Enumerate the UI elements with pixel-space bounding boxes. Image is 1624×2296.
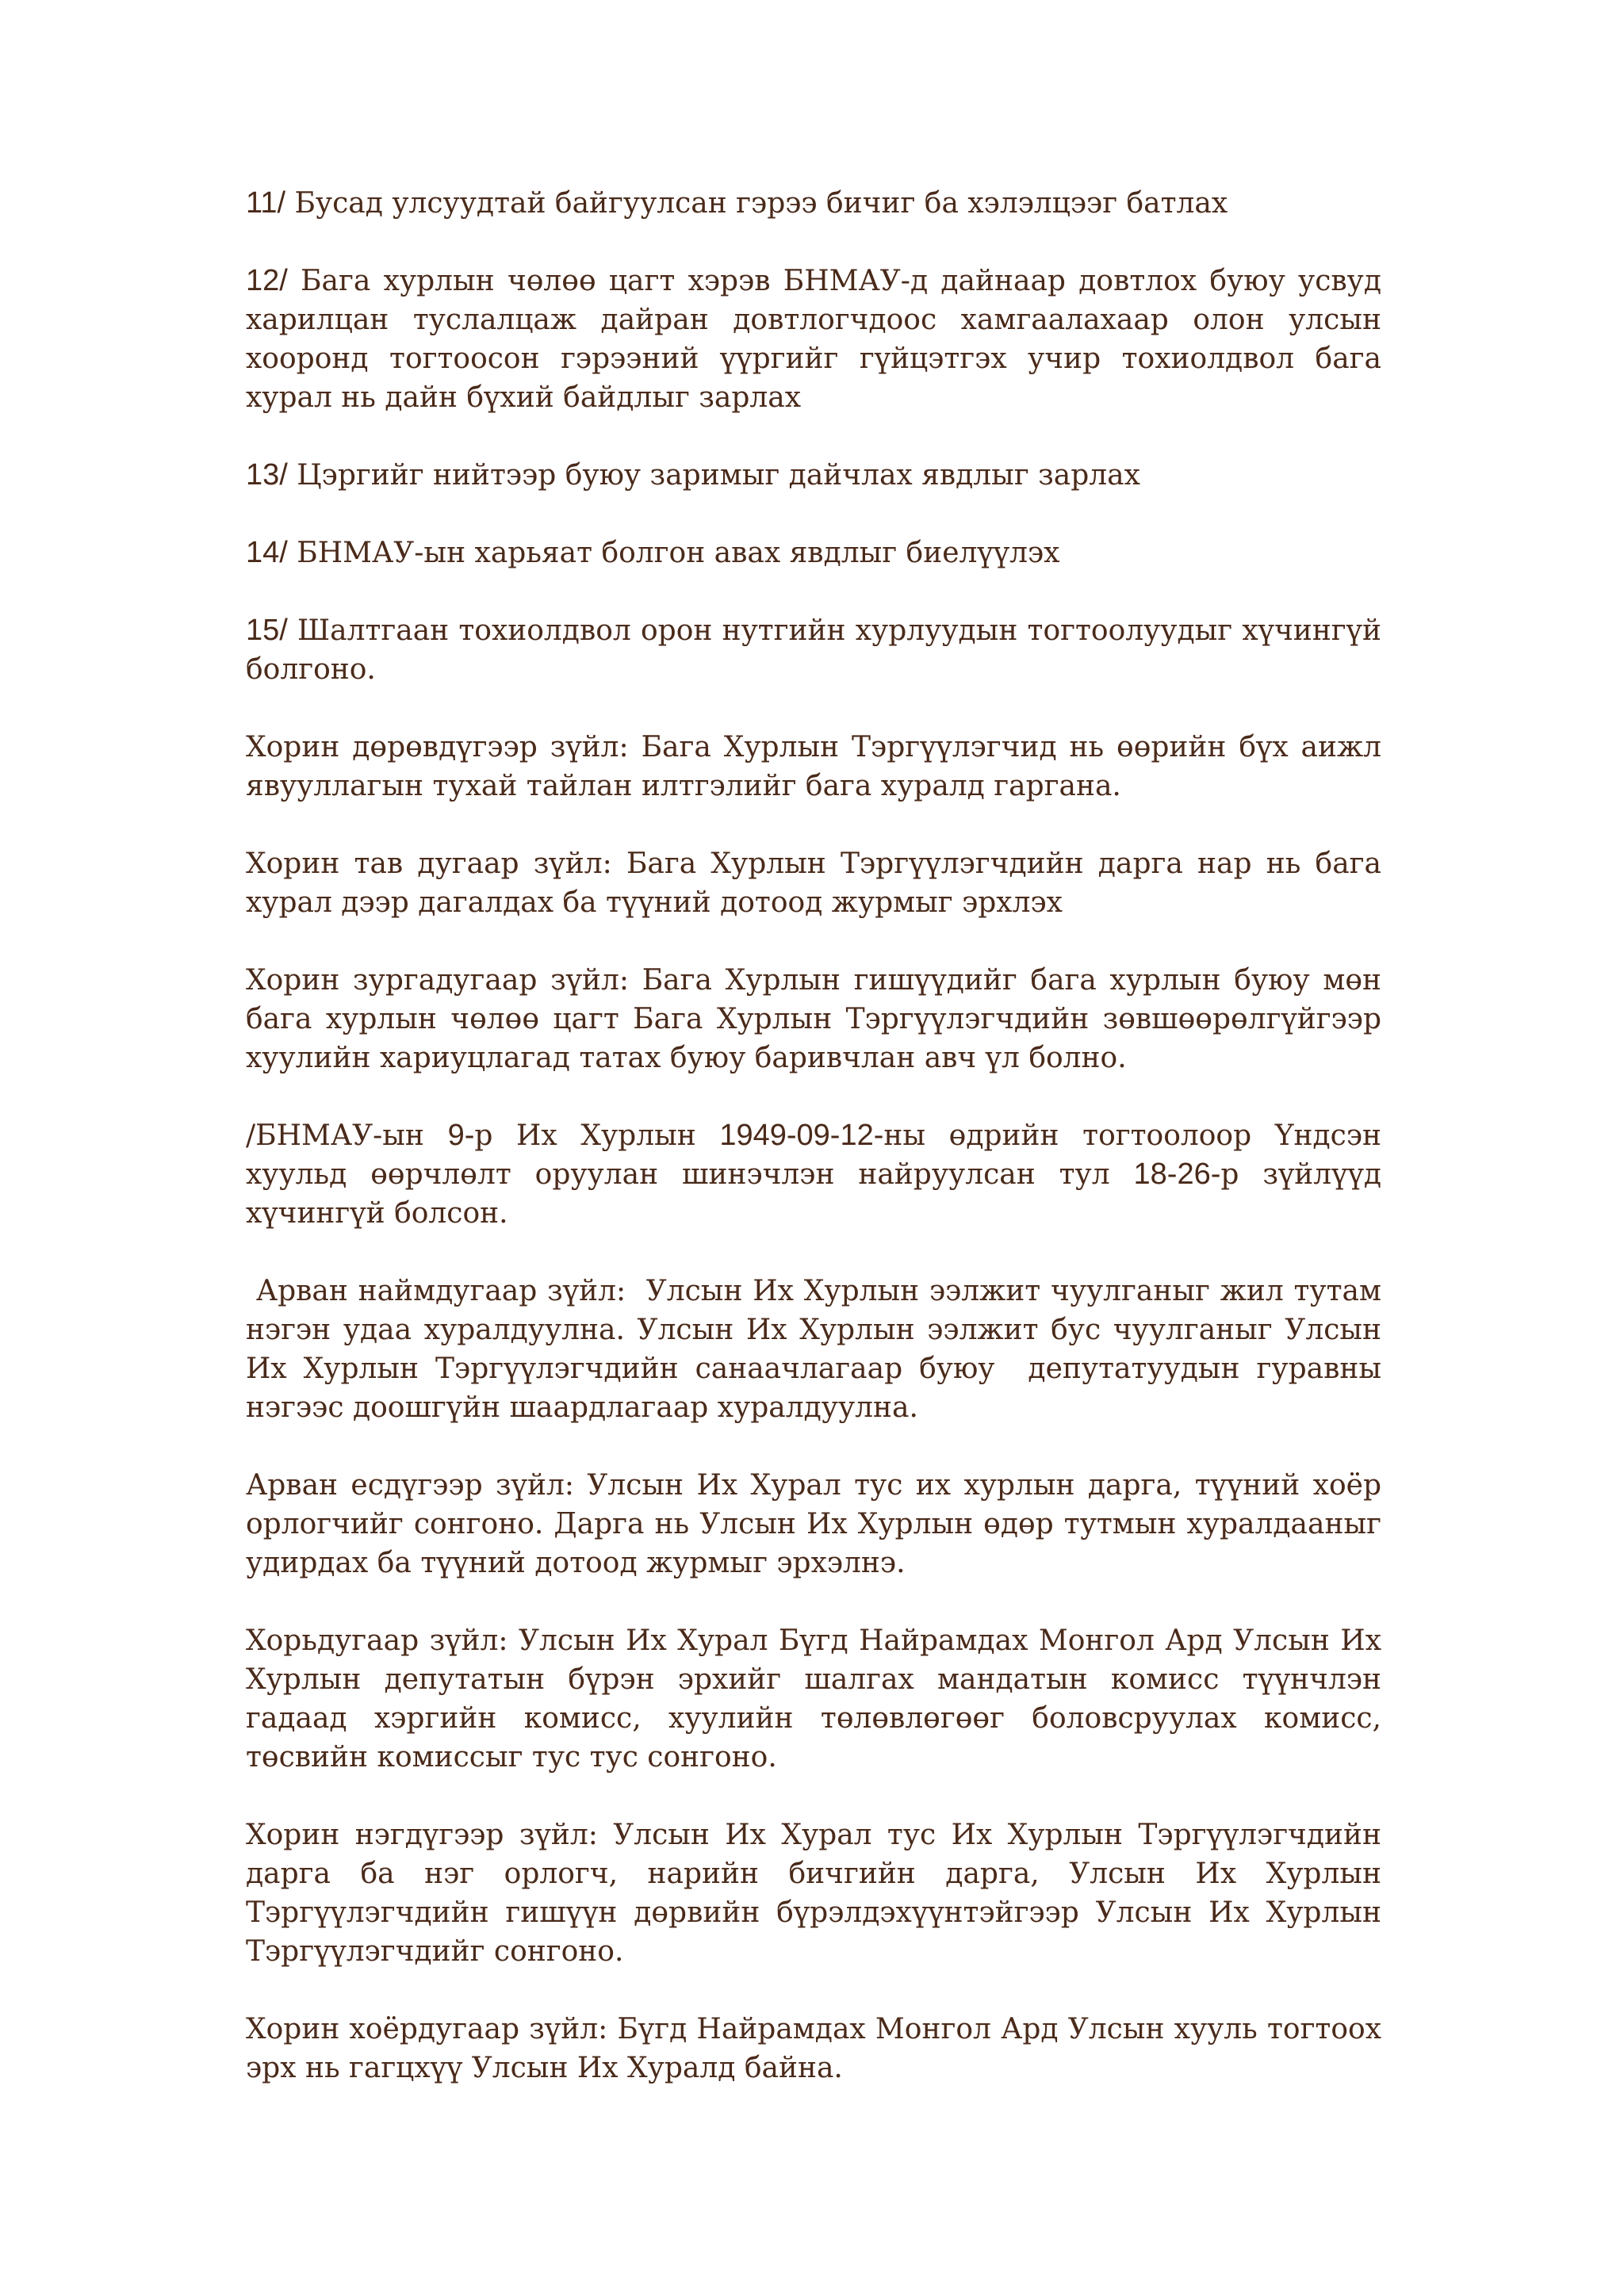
list-item-11 — [246, 184, 1381, 223]
item-number: 15/ — [246, 614, 288, 647]
amendment-note-paragraph — [246, 1116, 1381, 1233]
article-20-paragraph: Хорьдугаар зүйл: Улсын Их Хурал Бүгд Найрамдах Монгол Ард Улсын Их Хурлын депутатын бүрэн эрхийг шалгах мандатын комисс түүнчлэн гадаад хэргийн комисс, хуулийн төлөвлөгөөг боловсруулах комисс, төсвийн комиссыг тус тус сонгоно. — [246, 1624, 1381, 1774]
item-number: 12/ — [246, 264, 288, 297]
list-item-14 — [246, 534, 1381, 572]
article-26-paragraph: Хорин зургадугаар зүйл: Бага Хурлын гишүүдийг бага хурлын буюу мөн бага хурлын чөлөө цагт Бага Хурлын Тэргүүлэгчдийн зөвшөөрөлгүйгээр хуулийн хариуцлагад татах буюу баривчлан авч үл болно. — [246, 964, 1381, 1074]
article-21-paragraph: Хорин нэгдүгээр зүйл: Улсын Их Хурал тус Их Хурлын Тэргүүлэгчдийн дарга ба нэг орлогч, нарийн бичгийн дарга, Улсын Их Хурлын Тэргүүлэгчдийн гишүүн дөрвийн бүрэлдэхүүнтэйгээр Улсын Их Хурлын Тэргүүлэгчдийг сонгоно. — [246, 1819, 1381, 1968]
article-22-paragraph: Хорин хоёрдугаар зүйл: Бүгд Найрамдах Монгол Ард Улсын хууль тогтоох эрх нь гагцхүү Улсын Их Хуралд байна. — [246, 2013, 1381, 2084]
note-text: р Их Хурлын — [474, 1119, 720, 1152]
article-18-paragraph — [246, 1272, 1391, 1427]
item-number: 13/ — [246, 458, 288, 492]
note-number: 9- — [447, 1119, 475, 1152]
list-item-13 — [246, 456, 1381, 495]
item-text: Шалтгаан тохиолдвол орон нутгийн хурлуудын тогтоолуудыг хүчингүй болгоно. — [246, 614, 1381, 686]
article-19-paragraph: Арван есдүгээр зүйл: Улсын Их Хурал тус их хурлын дарга, түүний хоёр орлогчийг сонгоно. Дарга нь Улсын Их Хурлын өдөр тутмын хуралдааныг удирдах ба түүний дотоод журмыг эрхэлнэ. — [246, 1469, 1381, 1579]
note-text: /БНМАУ-ын — [246, 1119, 448, 1152]
item-text: Бусад улсуудтай байгуулсан гэрээ бичиг ба хэлэлцээг батлах — [285, 187, 1228, 220]
note-date: 1949-09-12- — [719, 1119, 884, 1152]
item-text: Цэргийг нийтээр буюу заримыг дайчлах явдлыг зарлах — [287, 459, 1140, 492]
note-article-range: 18-26- — [1133, 1158, 1221, 1191]
document-page — [246, 184, 1391, 2087]
note-text: р зүйлүүд хүчингүй болсон. — [246, 1158, 1382, 1230]
item-text: БНМАУ-ын харьяат болгон авах явдлыг биелүүлэх — [287, 537, 1060, 569]
article-18-text: Арван наймдугаар зүйл: Улсын Их Хурлын ээлжит чуулганыг жил тутам нэгэн удаа хуралдуулна. Улсын Их Хурлын ээлжит бус чуулганыг Улсын Их Хурлын Тэргүүлэгчдийн санаачлагаар буюу депутатуудын гуравны нэгээс доошгүйн шаардлагаар хуралдуулна. — [246, 1275, 1391, 1424]
item-text: Бага хурлын чөлөө цагт хэрэв БНМАУ-д дайнаар довтлох буюу усвуд харилцан туслалцаж дайран довтлогчдоос хамгаалахаар олон улсын хооронд тогтоосон гэрээний үүргийг гүйцэтгэх учир тохиолдвол бага хурал нь дайн бүхий байдлыг зарлах — [246, 265, 1381, 414]
list-item-15 — [246, 611, 1381, 689]
item-number: 14/ — [246, 536, 288, 569]
list-item-12 — [246, 262, 1381, 417]
item-number: 11/ — [246, 186, 286, 220]
note-text: ны өдрийн тогтоолоор Үндсэн хуульд өөрчлөлт оруулан шинэчлэн найруулсан тул — [246, 1119, 1381, 1191]
article-24-paragraph: Хорин дөрөвдүгээр зүйл: Бага Хурлын Тэргүүлэгчид нь өөрийн бүх аижл явууллагын тухай тайлан илтгэлийг бага хуралд гаргана. — [246, 731, 1381, 802]
article-25-paragraph: Хорин тав дугаар зүйл: Бага Хурлын Тэргүүлэгчдийн дарга нар нь бага хурал дээр дагалдах ба түүний дотоод журмыг эрхлэх — [246, 848, 1381, 919]
